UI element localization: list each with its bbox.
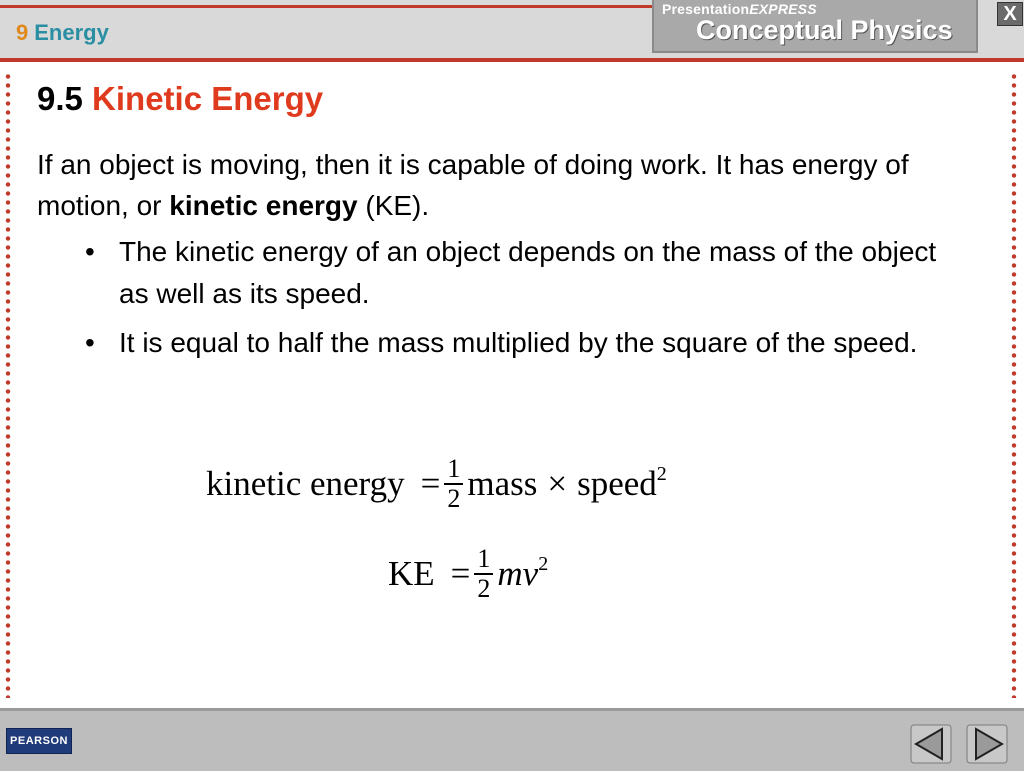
fraction-one-half: $\frac{1}{2}$ [444, 455, 463, 513]
kinetic-energy-equation-symbols: KE = $\frac{1}{2}$ mv 2 [388, 544, 549, 603]
footer-bar [0, 708, 1024, 771]
header-red-rule [0, 5, 652, 8]
section-number: 9.5 [37, 80, 83, 117]
chapter-number: 9 [16, 20, 29, 45]
fraction-one-half: $\frac{1}{2}$ [474, 545, 493, 603]
prev-arrow-icon[interactable] [910, 724, 952, 764]
section-title: Kinetic Energy [92, 80, 324, 117]
header-bar [0, 0, 1024, 62]
kinetic-energy-equation-words: kinetic energy = $\frac{1}{2}$ mass × speed 2 [206, 454, 667, 513]
chapter-title: Energy [34, 20, 109, 45]
list-item: • The kinetic energy of an object depends on the mass of the object as well as its speed. [85, 231, 945, 315]
bullet-list [85, 231, 945, 371]
close-button[interactable]: X [997, 2, 1023, 26]
brand-title: Conceptual Physics [696, 15, 953, 45]
slide-title [37, 80, 323, 118]
right-dotted-border [1011, 72, 1017, 698]
header-bottom-rule [0, 58, 1024, 62]
brand-logo [652, 0, 978, 53]
next-arrow-icon[interactable] [966, 724, 1008, 764]
key-term: kinetic energy [169, 190, 358, 221]
brand-subtitle: PresentationEXPRESS [662, 1, 817, 17]
pearson-logo: PEARSON [6, 728, 72, 754]
intro-paragraph: If an object is moving, then it is capable of doing work. It has energy of motion, or kinetic energy (KE). [37, 149, 909, 221]
left-dotted-border [5, 72, 11, 698]
bullet-icon: • [85, 236, 95, 267]
bullet-icon: • [85, 327, 95, 358]
list-item: • It is equal to half the mass multiplied by the square of the speed. [85, 322, 945, 364]
chapter-heading [16, 20, 109, 46]
